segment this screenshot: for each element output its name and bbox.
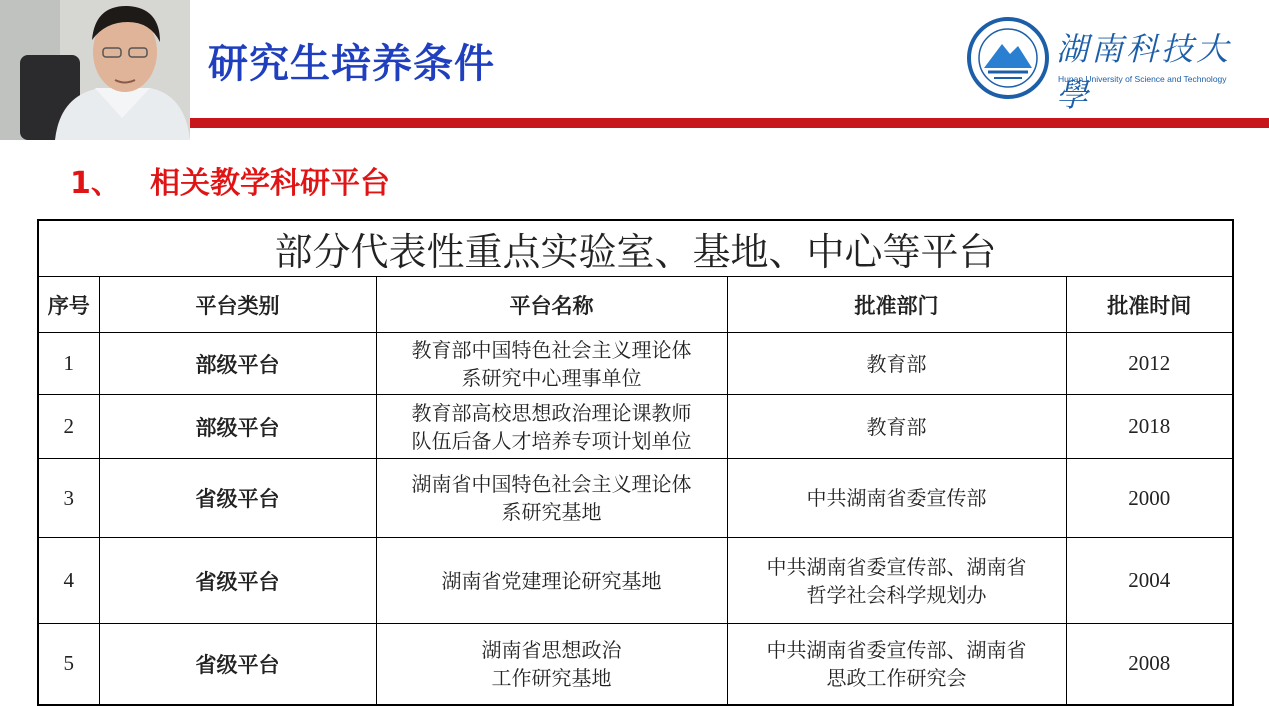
cell-dept-line: 中共湖南省委宣传部、湖南省 [766, 637, 1027, 662]
table-row [38, 395, 1233, 459]
cell-dept [727, 624, 1066, 705]
cell-name [376, 333, 727, 395]
cell-index: 5 [38, 624, 99, 705]
university-logo [966, 16, 1256, 114]
cell-index: 2 [38, 395, 99, 459]
cell-dept [727, 459, 1066, 538]
cell-type: 部级平台 [99, 333, 376, 395]
cell-name [376, 395, 727, 459]
cell-name-line: 湖南省思想政治 [481, 637, 622, 662]
cell-name [376, 538, 727, 624]
section-title: 相关教学科研平台 [150, 166, 390, 201]
slide-title: 研究生培养条件 [208, 41, 495, 87]
col-header-name: 平台名称 [376, 277, 727, 333]
cell-type: 省级平台 [99, 459, 376, 538]
cell-dept-line: 中共湖南省委宣传部 [806, 486, 987, 510]
cell-dept [727, 538, 1066, 624]
col-header-dept: 批准部门 [727, 277, 1066, 333]
col-header-index: 序号 [38, 277, 99, 333]
cell-name-line: 湖南省中国特色社会主义理论体 [411, 472, 692, 496]
presenter-webcam [0, 0, 190, 140]
cell-dept-line: 教育部 [866, 414, 927, 439]
cell-year: 2018 [1066, 395, 1233, 459]
cell-name-line: 教育部高校思想政治理论课教师 [411, 400, 692, 425]
presenter-video-frame [0, 0, 190, 140]
cell-name-line: 工作研究基地 [491, 665, 612, 690]
university-emblem-icon [966, 16, 1050, 100]
cell-dept [727, 395, 1066, 459]
cell-dept-line: 教育部 [866, 351, 927, 376]
col-header-year: 批准时间 [1066, 277, 1233, 333]
cell-type: 部级平台 [99, 395, 376, 459]
table-row [38, 624, 1233, 705]
cell-dept-line: 中共湖南省委宣传部、湖南省 [766, 554, 1027, 579]
cell-year: 2000 [1066, 459, 1233, 538]
cell-name-line: 湖南省党建理论研究基地 [441, 568, 662, 593]
cell-index: 4 [38, 538, 99, 624]
table-header-row [38, 277, 1233, 333]
cell-dept-line: 思政工作研究会 [826, 665, 967, 690]
table-row [38, 459, 1233, 538]
cell-name-line: 系研究中心理事单位 [461, 365, 642, 390]
cell-year: 2008 [1066, 624, 1233, 705]
table-caption: 部分代表性重点实验室、基地、中心等平台 [38, 220, 1233, 277]
table-row [38, 333, 1233, 395]
platforms-table [37, 219, 1234, 706]
cell-name-line: 教育部中国特色社会主义理论体 [411, 337, 692, 362]
cell-dept-line: 哲学社会科学规划办 [806, 582, 987, 607]
cell-name-line: 队伍后备人才培养专项计划单位 [411, 428, 692, 453]
cell-index: 3 [38, 459, 99, 538]
table-caption-row [38, 220, 1233, 277]
cell-name [376, 459, 727, 538]
cell-year: 2012 [1066, 333, 1233, 395]
cell-name-line: 系研究基地 [501, 500, 602, 524]
col-header-type: 平台类别 [99, 277, 376, 333]
logo-english-name: Hunan University of Science and Technology [1058, 74, 1227, 84]
section-number: 1、 [70, 166, 121, 201]
cell-year: 2004 [1066, 538, 1233, 624]
section-heading [70, 158, 390, 202]
cell-type: 省级平台 [99, 538, 376, 624]
cell-index: 1 [38, 333, 99, 395]
cell-name [376, 624, 727, 705]
logo-chinese-name: 湖南科技大學 [1056, 30, 1232, 114]
cell-type: 省级平台 [99, 624, 376, 705]
title-divider [190, 118, 1269, 128]
cell-dept [727, 333, 1066, 395]
table-row [38, 538, 1233, 624]
